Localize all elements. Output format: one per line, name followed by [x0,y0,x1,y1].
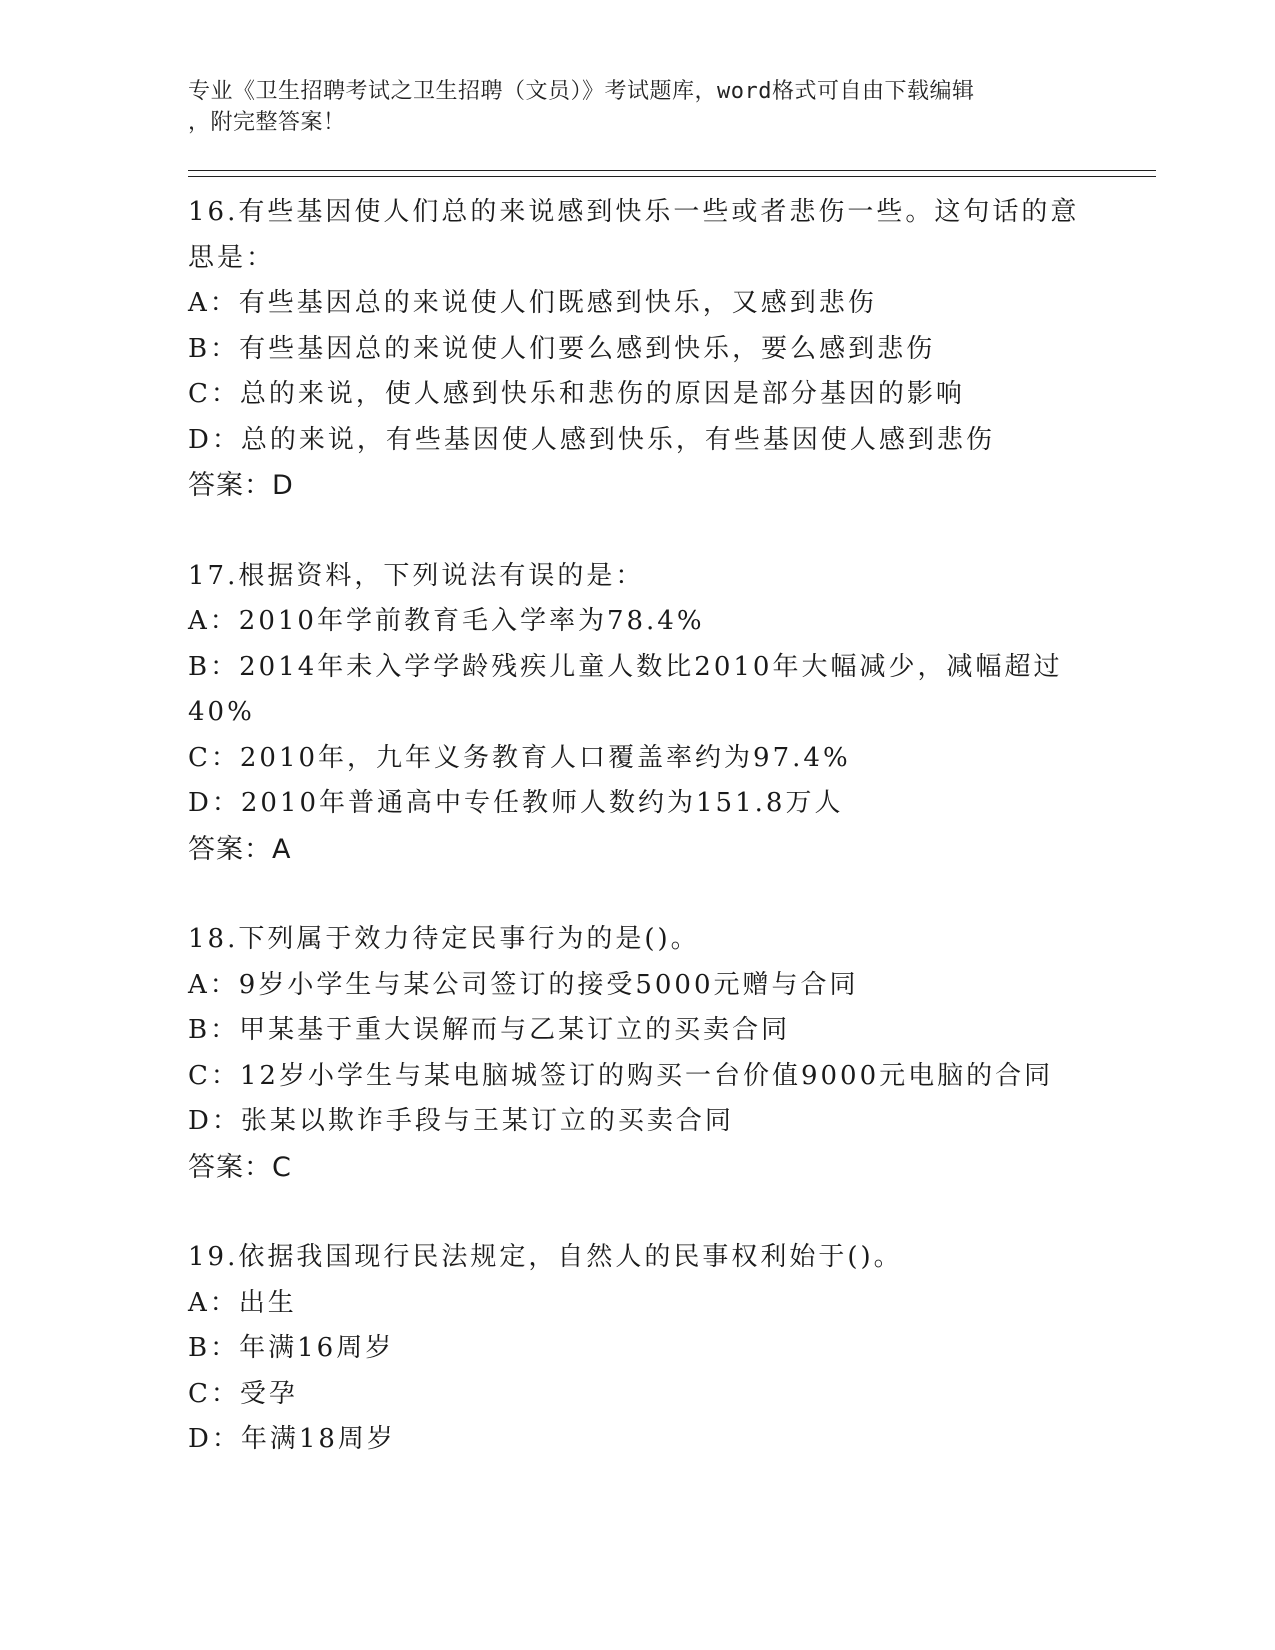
page-header [188,76,1088,138]
header-line: ，附完整答案！ [188,110,346,135]
option-b-continued: 40% [188,697,255,727]
option-c: C：受孕 [188,1378,298,1409]
option-a: A：9岁小学生与某公司签订的接受5000元赠与合同 [188,969,859,1000]
question-19 [188,1235,1088,1463]
question-text: 思是： [188,242,276,273]
header-divider-bottom [188,176,1156,177]
header-divider-top [188,170,1156,171]
option-a: A：出生 [188,1287,297,1318]
option-b: B：年满16周岁 [188,1333,395,1363]
option-c: C：12岁小学生与某电脑城签订的购买一台价值9000元电脑的合同 [188,1060,1054,1091]
option-a: A：2010年学前教育毛入学率为78.4% [188,606,705,636]
question-17 [188,554,1088,873]
option-c: C：2010年，九年义务教育人口覆盖率约为97.4% [188,742,851,773]
option-b: B：2014年未入学学龄残疾儿童人数比2010年大幅减少，减幅超过 [188,651,1063,682]
option-d: D：2010年普通高中专任教师人数约为151.8万人 [188,788,844,818]
option-b: B：有些基因总的来说使人们要么感到快乐，要么感到悲伤 [188,333,936,364]
option-d: D：总的来说，有些基因使人感到快乐，有些基因使人感到悲伤 [188,424,995,455]
option-c: C：总的来说，使人感到快乐和悲伤的原因是部分基因的影响 [188,379,965,409]
answer-label: 答案：D [188,470,294,501]
question-text: 17.根据资料，下列说法有误的是： [188,560,645,591]
answer-label: 答案：A [188,833,292,865]
question-16 [188,190,1088,509]
option-b: B：甲某基于重大误解而与乙某订立的买卖合同 [188,1015,791,1045]
question-18 [188,917,1088,1190]
option-d: D：年满18周岁 [188,1424,396,1454]
question-text: 18.下列属于效力待定民事行为的是()。 [188,924,700,954]
option-a: A：有些基因总的来说使人们既感到快乐，又感到悲伤 [188,288,877,318]
header-line: 专业《卫生招聘考试之卫生招聘（文员）》考试题库，word格式可自由下载编辑 [188,79,975,104]
answer-label: 答案：C [188,1151,292,1183]
question-list [188,190,1088,1508]
question-text: 19.依据我国现行民法规定，自然人的民事权利始于()。 [188,1242,903,1272]
question-text: 16.有些基因使人们总的来说感到快乐一些或者悲伤一些。这句话的意 [188,197,1080,227]
option-d: D：张某以欺诈手段与王某订立的买卖合同 [188,1106,734,1136]
